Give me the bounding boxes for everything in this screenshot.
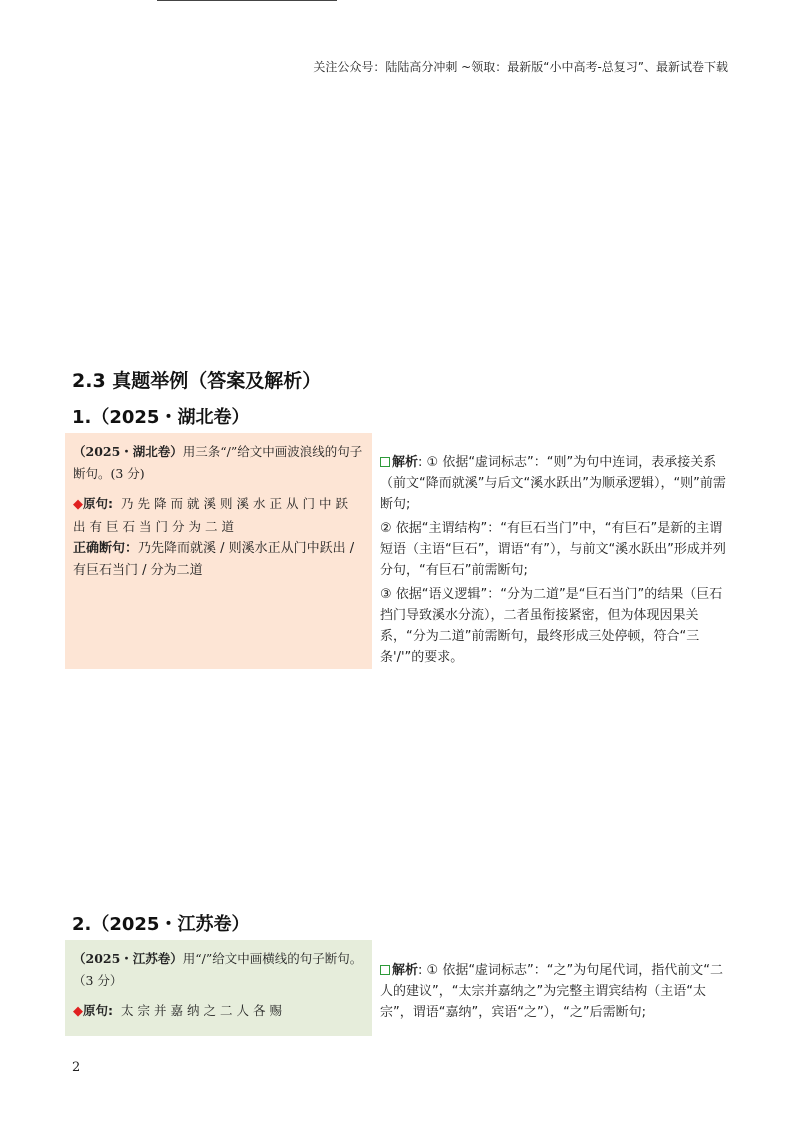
analysis-text: ① 依据“虚词标志”：“之”为句尾代词，指代前文“二人的建议”，“太宗并嘉纳之”为完整主谓宾结构（主语“太宗”，谓语“嘉纳”，宾语“之”），“之”后需断句; bbox=[380, 963, 723, 1020]
analysis-paragraph bbox=[380, 960, 732, 1023]
analysis-label: 解析 bbox=[392, 455, 419, 470]
question-2-title: 2.（2025・江苏卷） bbox=[72, 914, 250, 935]
header-note: 关注公众号：陆陆高分冲刺 ~领取：最新版“小中高考-总复习”、最新试卷下载 bbox=[313, 60, 728, 74]
question-1-source: （2025・湖北卷） bbox=[73, 444, 183, 459]
question-2-prompt-text: 用“/”给文中画横线的句子断句。（3 分） bbox=[73, 951, 363, 988]
colon: : bbox=[108, 496, 114, 511]
question-2-original-text: 太宗并嘉纳之二人各赐 bbox=[121, 1003, 287, 1018]
checkbox-icon bbox=[380, 457, 390, 467]
question-2-original bbox=[73, 1000, 364, 1023]
section-title: 2.3 真题举例（答案及解析） bbox=[72, 370, 322, 392]
checkbox-icon bbox=[380, 965, 390, 975]
question-2-analysis bbox=[380, 960, 732, 1026]
red-diamond-icon: ◆ bbox=[73, 497, 83, 512]
question-1-box bbox=[65, 433, 372, 669]
analysis-paragraph: ③ 依据“语义逻辑”：“分为二道”是“巨石当门”的结果（巨石挡门导致溪水分流），二者虽衔接紧密，但为体现因果关系，“分为二道”前需断句，最终形成三处停顿，符合“三条'/'”的要求。 bbox=[380, 587, 723, 665]
question-1-title: 1.（2025・湖北卷） bbox=[72, 407, 250, 428]
colon: : bbox=[418, 455, 427, 470]
colon: : bbox=[418, 963, 427, 978]
question-1-original bbox=[73, 493, 364, 538]
question-1-correct bbox=[73, 538, 364, 582]
original-label: 原句 bbox=[83, 1003, 109, 1018]
question-1-analysis bbox=[380, 452, 732, 671]
question-1-prompt-text: 用三条“/”给文中画波浪线的句子断句。(3 分) bbox=[73, 444, 363, 481]
top-rule bbox=[157, 0, 337, 1]
question-2-source: （2025・江苏卷） bbox=[73, 951, 183, 966]
analysis-label: 解析 bbox=[392, 963, 419, 978]
colon: ： bbox=[125, 541, 139, 556]
correct-label: 正确断句 bbox=[73, 541, 126, 556]
question-2-box bbox=[65, 940, 372, 1036]
original-label: 原句 bbox=[83, 496, 109, 511]
analysis-paragraph: ② 依据“主谓结构”：“有巨石当门”中，“有巨石”是新的主谓短语（主语“巨石”，谓语“有”），与前文“溪水跃出”形成并列分句，“有巨石”前需断句; bbox=[380, 521, 726, 578]
analysis-paragraph bbox=[380, 452, 732, 515]
question-1-prompt bbox=[73, 441, 364, 485]
question-2-prompt bbox=[73, 948, 364, 992]
red-diamond-icon: ◆ bbox=[73, 1004, 83, 1019]
colon: : bbox=[108, 1003, 114, 1018]
question-1-correct-text: 乃先降而就溪 / 则溪水正从门中跃出 / 有巨石当门 / 分为二道 bbox=[73, 541, 355, 578]
question-1-original-text: 乃先降而就溪则溪水正从门中跃出有巨石当门分为二道 bbox=[73, 496, 353, 534]
analysis-text: ① 依据“虚词标志”：“则”为句中连词，表承接关系（前文“降而就溪”与后文“溪水跃出”为顺承逻辑），“则”前需断句; bbox=[380, 455, 726, 512]
page-number: 2 bbox=[72, 1060, 81, 1075]
